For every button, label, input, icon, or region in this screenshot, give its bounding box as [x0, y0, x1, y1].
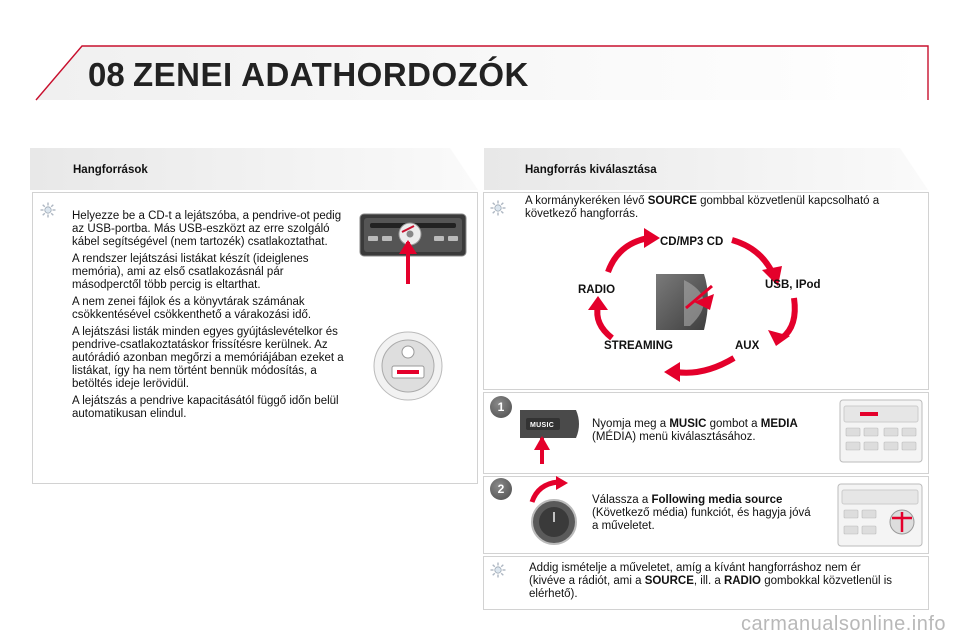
info-bulb-icon	[490, 562, 506, 578]
paragraph: A lejátszás a pendrive kapacitásától függő időn belül automatikusan elindul.	[72, 395, 339, 420]
paragraph: A nem zenei fájlok és a könyvtárak számának csökkentésével csökkenthető a várakozási idő.	[72, 296, 312, 321]
source-label-aux: AUX	[735, 340, 760, 352]
source-label-streaming: STREAMING	[604, 340, 673, 352]
step1-text: Nyomja meg a MUSIC gombot a MEDIA (MÉDIA) menü kiválasztásához.	[592, 418, 798, 443]
info-bulb-icon	[490, 200, 506, 216]
note-text: Addig ismételje a műveletet, amíg a kívánt hangforráshoz nem ér (kivéve a rádiót, ami a SOURCE, ill. a RADIO gombokkal közvetlenül is elérhető).	[529, 562, 893, 600]
page-title: ZENEI ADATHORDOZÓK	[133, 56, 529, 93]
source-intro-text: A kormánykeréken lévő SOURCE gombbal közvetlenül kapcsolható a következő hangforrás.	[525, 195, 880, 220]
step-number-badge: 2	[490, 478, 512, 500]
rotary-knob-illustration	[522, 476, 586, 548]
left-body	[72, 210, 348, 425]
chapter-number: 08	[88, 56, 125, 93]
music-button-label: MUSIC	[530, 422, 555, 429]
watermark: carmanualsonline.info	[740, 613, 946, 635]
paragraph: A lejátszási listák minden egyes gyújtáslevételkor és pendrive-csatlakoztatáskor frissítésre kerülnek. Az autórádió azonban megőrzi a memóriájában ezeket a listákat, így ha nem történt bennük módosítás, a betöltés ideje lerövidül.	[72, 326, 344, 390]
step-number-badge: 1	[490, 396, 512, 418]
source-cycle-diagram	[584, 226, 834, 386]
music-button-illustration	[518, 406, 586, 466]
source-label-cd: CD/MP3 CD	[660, 236, 724, 248]
source-label-usb: USB, IPod	[765, 279, 821, 291]
right-section-title: Hangforrás kiválasztása	[525, 164, 657, 176]
paragraph: A rendszer lejátszási listákat készít (ideiglenes memória), ami az első csatlakozásnál pár másodperctől több percig is eltarthat.	[72, 253, 309, 291]
step2-text: Válassza a Following media source (Következő média) funkciót, és hagyja jóvá a műveletet.	[592, 494, 811, 532]
usb-port-illustration	[372, 328, 444, 404]
radio-unit-cd-slot-illustration	[358, 206, 470, 288]
left-section-title: Hangforrások	[73, 164, 148, 176]
info-bulb-icon	[40, 202, 56, 218]
radio-panel-music-illustration	[838, 398, 924, 464]
paragraph: Helyezze be a CD-t a lejátszóba, a pendrive-ot pedig az USB-portba. Más USB-eszközt az erre szolgáló kábel segítségével (nem tartozék) csatlakoztathat.	[72, 210, 342, 248]
radio-panel-knob-illustration	[836, 482, 924, 548]
source-label-radio: RADIO	[578, 284, 616, 296]
